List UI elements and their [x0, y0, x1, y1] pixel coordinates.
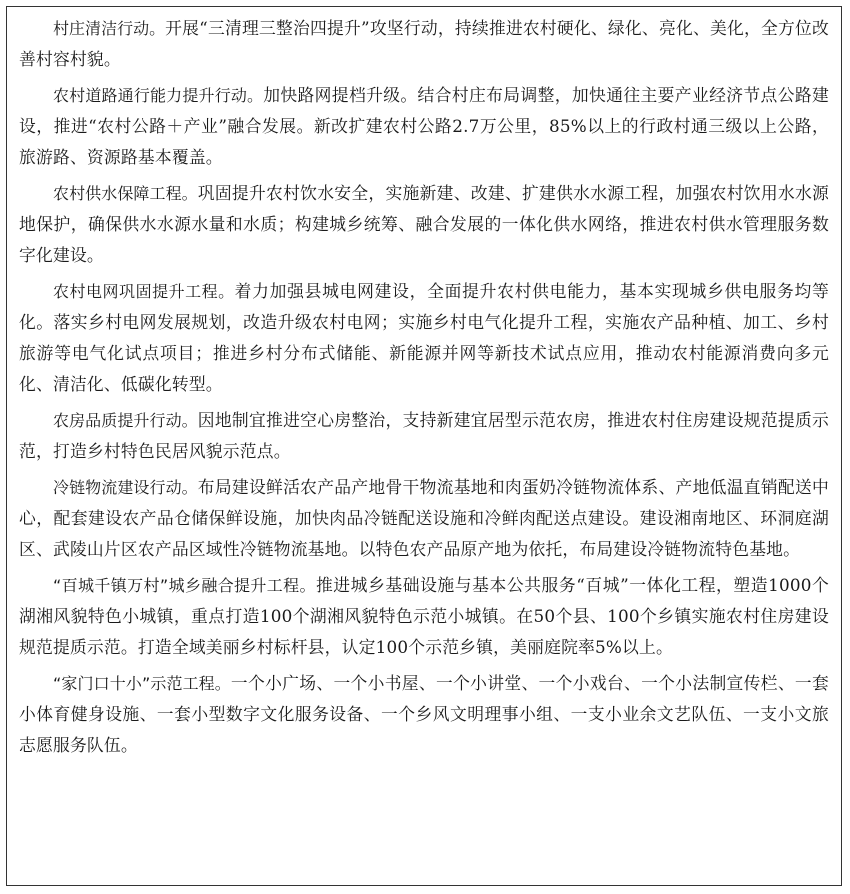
- paragraph-body: 着力加强县城电网建设，全面提升农村供电能力，基本实现城乡供电服务均等化。落实乡村电网发展规划，改造升级农村电网；实施乡村电气化提升工程，实施农产品种植、加工、乡村旅游等电气化试点项目；推进乡村分布式储能、新能源并网等新技术试点应用，推动农村能源消费向多元化、清洁化、低碳化转型。: [19, 281, 829, 394]
- paragraph-heading: 村庄清洁行动。: [53, 19, 166, 38]
- paragraph-heading: “家门口十小”示范工程。: [53, 674, 231, 693]
- paragraph-body: 加快路网提档升级。结合村庄布局调整，加快通往主要产业经济节点公路建设，推进“农村公路＋产业”融合发展。新改扩建农村公路2.7万公里，85%以上的行政村通三级以上公路，旅游路、资源路基本覆盖。: [19, 85, 829, 167]
- paragraph-urban-rural-integration: [19, 570, 829, 663]
- paragraph-ten-smalls: [19, 668, 829, 761]
- paragraph-body: 推进城乡基础设施与基本公共服务“百城”一体化工程，塑造1000个湖湘风貌特色小城镇，重点打造100个湖湘风貌特色示范小城镇。在50个县、100个乡镇实施农村住房建设规范提质示范。打造全域美丽乡村标杆县，认定100个示范乡镇，美丽庭院率5%以上。: [19, 575, 829, 657]
- paragraph-heading: 冷链物流建设行动。: [53, 478, 198, 497]
- paragraph-housing-quality: [19, 405, 829, 467]
- paragraph-heading: 农村供水保障工程。: [53, 184, 198, 203]
- paragraph-body: 开展“三清理三整治四提升”攻坚行动，持续推进农村硬化、绿化、亮化、美化，全方位改善村容村貌。: [19, 18, 829, 69]
- paragraph-rural-roads: [19, 80, 829, 173]
- paragraph-body: 巩固提升农村饮水安全，实施新建、改建、扩建供水水源工程，加强农村饮用水水源地保护，确保供水水源水量和水质；构建城乡统筹、融合发展的一体化供水网络，推进农村供水管理服务数字化建设。: [19, 183, 829, 265]
- paragraph-body: 布局建设鲜活农产品产地骨干物流基地和肉蛋奶冷链物流体系、产地低温直销配送中心，配套建设农产品仓储保鲜设施，加快肉品冷链配送设施和冷鲜肉配送点建设。建设湘南地区、环洞庭湖区、武陵山片区农产品区域性冷链物流基地。以特色农产品原产地为依托，布局建设冷链物流特色基地。: [19, 477, 829, 559]
- paragraph-body: 因地制宜推进空心房整治，支持新建宜居型示范农房，推进农村住房建设规范提质示范，打造乡村特色民居风貌示范点。: [19, 410, 829, 461]
- paragraph-heading: 农村电网巩固提升工程。: [53, 282, 235, 301]
- paragraph-cold-chain: [19, 472, 829, 565]
- paragraph-village-cleaning: [19, 13, 829, 75]
- paragraph-power-grid: [19, 276, 829, 400]
- paragraph-heading: 农村道路通行能力提升行动。: [53, 86, 264, 105]
- document-box: [6, 6, 842, 886]
- paragraph-heading: “百城千镇万村”城乡融合提升工程。: [53, 576, 316, 595]
- paragraph-water-supply: [19, 178, 829, 271]
- paragraph-heading: 农房品质提升行动。: [53, 411, 198, 430]
- paragraph-body: 一个小广场、一个小书屋、一个小讲堂、一个小戏台、一个小法制宣传栏、一套小体育健身设施、一套小型数字文化服务设备、一个乡风文明理事小组、一支小业余文艺队伍、一支小文旅志愿服务队伍。: [19, 673, 829, 755]
